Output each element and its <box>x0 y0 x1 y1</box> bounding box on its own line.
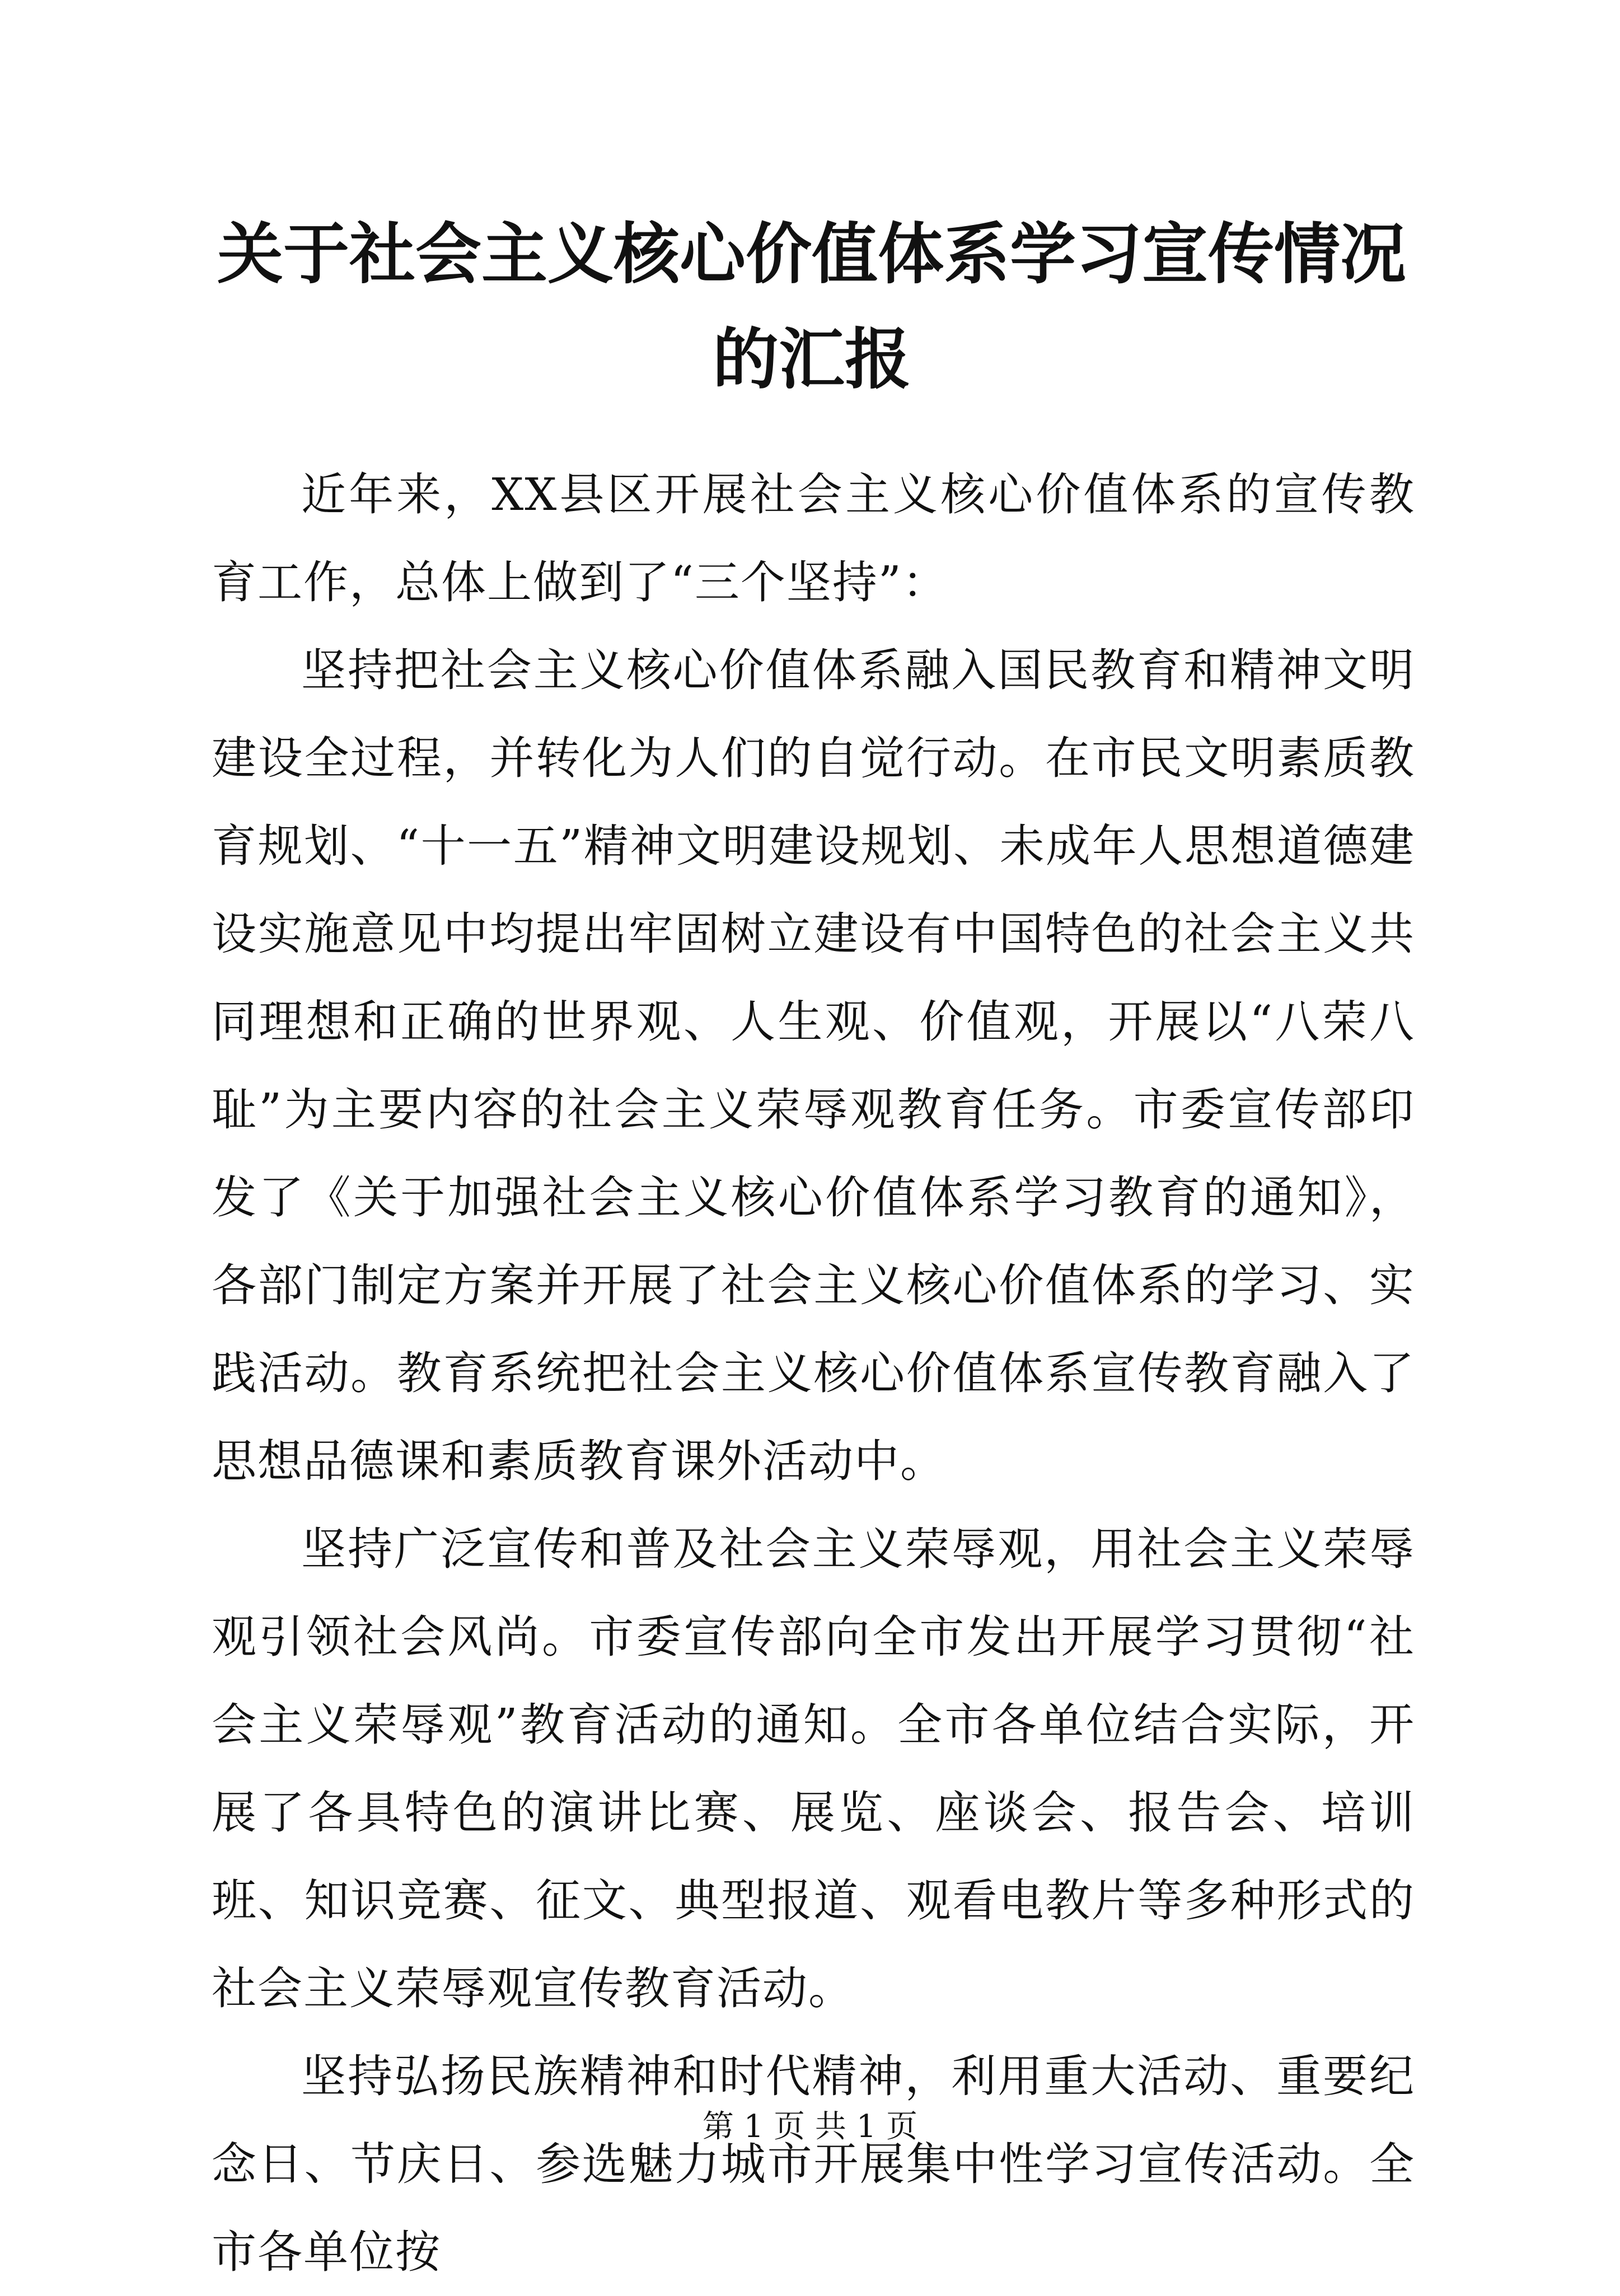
document-title: 关于社会主义核心价值体系学习宣传情况的汇报 <box>217 215 1406 398</box>
page-number-footer: 第 1 页 共 1 页 <box>702 2108 918 2145</box>
paragraph-third-point: 坚持弘扬民族精神和时代精神，利用重大活动、重要纪念日、节庆日、参选魅力城市开展集中性学习宣传活动。全市各单位按 <box>212 2050 1415 2278</box>
paragraph-second-point: 坚持广泛宣传和普及社会主义荣辱观，用社会主义荣辱观引领社会风尚。市委宣传部向全市发出开展学习贯彻“社会主义荣辱观”教育活动的通知。全市各单位结合实际，开展了各具特色的演讲比赛、展览、座谈会、报告会、培训班、知识竞赛、征文、典型报道、观看电教片等多种形式的社会主义荣辱观宣传教育活动。 <box>212 1523 1415 2014</box>
paragraph-first-point: 坚持把社会主义核心价值体系融入国民教育和精神文明建设全过程，并转化为人们的自觉行动。在市民文明素质教育规划、“十一五”精神文明建设规划、未成年人思想道德建设实施意见中均提出牢固树立建设有中国特色的社会主义共同理想和正确的世界观、人生观、价值观，开展以“八荣八耻”为主要内容的社会主义荣辱观教育任务。市委宣传部印发了《关于加强社会主义核心价值体系学习教育的通知》，各部门制定方案并开展了社会主义核心价值体系的学习、实践活动。教育系统把社会主义核心价值体系宣传教育融入了思想品德课和素质教育课外活动中。 <box>212 644 1415 1487</box>
document-body <box>212 451 1415 2296</box>
paragraph-intro: 近年来，XX县区开展社会主义核心价值体系的宣传教育工作，总体上做到了“三个坚持”： <box>212 468 1415 608</box>
